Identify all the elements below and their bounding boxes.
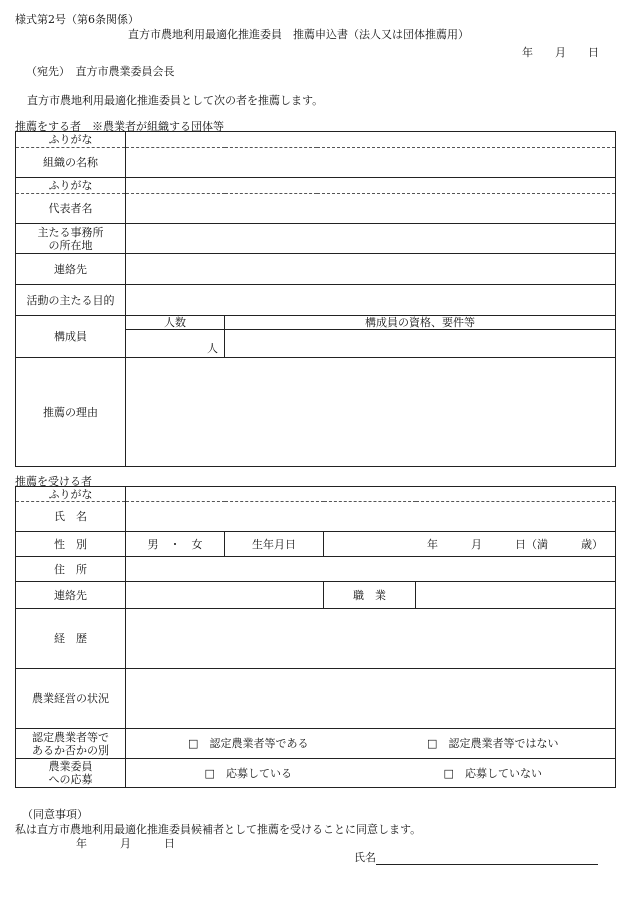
candidate-contact-field[interactable] bbox=[126, 582, 324, 609]
applied-options bbox=[126, 759, 616, 788]
certified-yes-checkbox[interactable]: □ 認定農業者等である bbox=[188, 737, 309, 750]
purpose-field[interactable] bbox=[126, 285, 616, 316]
form-number: 様式第2号（第6条関係） bbox=[15, 13, 139, 26]
signature-field[interactable] bbox=[376, 852, 598, 865]
certified-label bbox=[16, 729, 126, 759]
address-field[interactable] bbox=[126, 557, 616, 582]
sex-label: 性 別 bbox=[16, 532, 126, 557]
reason-field[interactable] bbox=[126, 358, 616, 467]
career-field[interactable] bbox=[126, 609, 616, 669]
form-title: 直方市農地利用最適化推進委員 推薦申込書（法人又は団体推薦用） bbox=[128, 28, 469, 41]
birth-field[interactable]: 年 月 日（満 歳） bbox=[324, 532, 616, 557]
applied-no-checkbox[interactable]: □ 応募していない bbox=[443, 766, 542, 780]
occupation-label: 職 業 bbox=[324, 582, 416, 609]
members-label: 構成員 bbox=[16, 316, 126, 358]
address-label: 住 所 bbox=[16, 557, 126, 582]
member-count-header: 人数 bbox=[126, 316, 225, 330]
org-contact-label: 連絡先 bbox=[16, 254, 126, 285]
org-name-label: 組織の名称 bbox=[16, 148, 126, 178]
office-address-field[interactable] bbox=[126, 224, 616, 254]
rep-furigana-label: ふりがな bbox=[16, 178, 126, 194]
office-address-label bbox=[16, 224, 126, 254]
member-count-unit: 人 bbox=[207, 342, 218, 355]
org-name-field[interactable] bbox=[126, 148, 616, 178]
org-furigana-field[interactable] bbox=[126, 132, 616, 148]
farm-status-field[interactable] bbox=[126, 669, 616, 729]
header-date[interactable]: 年 月 日 bbox=[522, 46, 599, 59]
certified-no-checkbox[interactable]: □ 認定農業者等ではない bbox=[427, 737, 559, 750]
purpose-label: 活動の主たる目的 bbox=[16, 285, 126, 316]
candidate-name-label: 氏 名 bbox=[16, 502, 126, 532]
applied-label bbox=[16, 759, 126, 788]
farm-status-label: 農業経営の状況 bbox=[16, 669, 126, 729]
intro-text: 直方市農地利用最適化推進委員として次の者を推薦します。 bbox=[27, 94, 324, 107]
career-label: 経 歴 bbox=[16, 609, 126, 669]
consent-date[interactable]: 年 月 日 bbox=[76, 837, 175, 850]
rep-name-label: 代表者名 bbox=[16, 194, 126, 224]
candidate-table bbox=[15, 486, 616, 788]
candidate-contact-label: 連絡先 bbox=[16, 582, 126, 609]
birth-label: 生年月日 bbox=[225, 532, 324, 557]
recommender-table bbox=[15, 131, 616, 467]
applied-yes-checkbox[interactable]: □ 応募している bbox=[204, 766, 292, 780]
member-qual-field[interactable] bbox=[225, 330, 616, 358]
candidate-furigana-field[interactable] bbox=[126, 487, 616, 502]
candidate-section-title: 推薦を受ける者 bbox=[15, 475, 92, 488]
signature-label: 氏名 bbox=[354, 851, 376, 864]
occupation-field[interactable] bbox=[416, 582, 616, 609]
certified-label-line1: 認定農業者等で bbox=[32, 730, 109, 744]
addressee: （宛先） 直方市農業委員会長 bbox=[26, 65, 175, 78]
certified-options bbox=[126, 729, 616, 759]
rep-name-field[interactable] bbox=[126, 194, 616, 224]
candidate-name-field[interactable] bbox=[126, 502, 616, 532]
office-label-line2: の所在地 bbox=[48, 238, 93, 252]
applied-label-line1: 農業委員 bbox=[48, 760, 93, 773]
member-count-field[interactable] bbox=[126, 330, 225, 358]
consent-heading: （同意事項） bbox=[22, 808, 88, 821]
member-qual-header: 構成員の資格、要件等 bbox=[225, 316, 616, 330]
org-contact-field[interactable] bbox=[126, 254, 616, 285]
candidate-furigana-label: ふりがな bbox=[16, 487, 126, 502]
sex-options[interactable]: 男 ・ 女 bbox=[126, 532, 225, 557]
signature-row bbox=[354, 849, 598, 865]
certified-label-line2: あるか否かの別 bbox=[32, 743, 109, 757]
org-furigana-label: ふりがな bbox=[16, 132, 126, 148]
reason-label: 推薦の理由 bbox=[16, 358, 126, 467]
rep-furigana-field[interactable] bbox=[126, 178, 616, 194]
recommender-section-title: 推薦をする者 ※農業者が組織する団体等 bbox=[15, 120, 224, 133]
applied-label-line2: への応募 bbox=[48, 773, 93, 786]
consent-text: 私は直方市農地利用最適化推進委員候補者として推薦を受けることに同意します。 bbox=[15, 823, 422, 836]
office-label-line1: 主たる事務所 bbox=[37, 225, 104, 239]
